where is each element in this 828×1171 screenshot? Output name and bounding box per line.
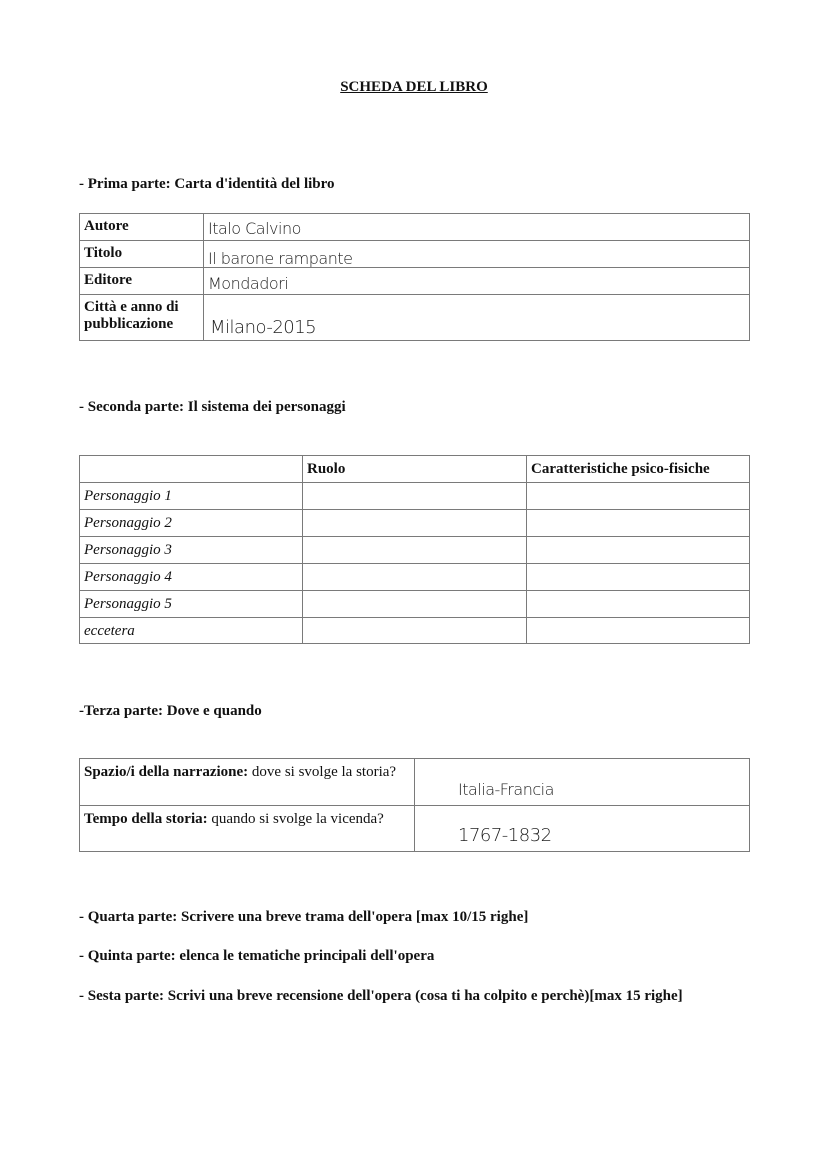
part3-heading: -Terza parte: Dove e quando	[79, 703, 262, 719]
characters-table	[79, 455, 750, 644]
character-name: Personaggio 3	[80, 537, 303, 564]
publisher-value[interactable]: Mondadori	[204, 268, 750, 295]
character-traits-cell[interactable]	[527, 510, 750, 537]
document-title: SCHEDA DEL LIBRO	[340, 79, 488, 95]
when-label-text: quando si svolge la vicenda?	[207, 811, 384, 827]
characters-header-row	[80, 456, 750, 483]
character-name: Personaggio 1	[80, 483, 303, 510]
table-row	[80, 483, 750, 510]
when-label-bold: Tempo della storia:	[84, 811, 208, 827]
when-row	[80, 806, 750, 852]
identity-row-city-year	[80, 295, 750, 341]
part4-heading: - Quarta parte: Scrivere una breve trama dell'opera [max 10/15 righe]	[79, 909, 529, 925]
character-role-cell[interactable]	[303, 537, 527, 564]
publisher-label: Editore	[80, 268, 204, 295]
identity-row-publisher	[80, 268, 750, 295]
table-row	[80, 591, 750, 618]
character-name: Personaggio 2	[80, 510, 303, 537]
part1-heading: - Prima parte: Carta d'identità del libro	[79, 176, 335, 192]
part2-heading: - Seconda parte: Il sistema dei personaggi	[79, 399, 346, 415]
character-role-cell[interactable]	[303, 618, 527, 644]
where-row	[80, 759, 750, 806]
author-label: Autore	[80, 214, 204, 241]
when-value[interactable]: 1767-1832	[415, 806, 750, 852]
table-row	[80, 618, 750, 644]
column-header-ruolo: Ruolo	[303, 456, 527, 483]
title-label: Titolo	[80, 241, 204, 268]
character-traits-cell[interactable]	[527, 483, 750, 510]
when-label	[80, 806, 415, 852]
part5-heading: - Quinta parte: elenca le tematiche principali dell'opera	[79, 948, 435, 964]
character-traits-cell[interactable]	[527, 591, 750, 618]
identity-row-title	[80, 241, 750, 268]
where-label-text: dove si svolge la storia?	[248, 764, 397, 780]
identity-row-author	[80, 214, 750, 241]
character-name: eccetera	[80, 618, 303, 644]
column-header-caratteristiche: Caratteristiche psico-fisiche	[527, 456, 750, 483]
character-name: Personaggio 4	[80, 564, 303, 591]
character-role-cell[interactable]	[303, 591, 527, 618]
where-label	[80, 759, 415, 806]
city-year-label: Città e anno di pubblicazione	[80, 295, 204, 341]
where-when-table	[79, 758, 750, 852]
character-role-cell[interactable]	[303, 510, 527, 537]
characters-header-empty	[80, 456, 303, 483]
table-row	[80, 564, 750, 591]
where-value[interactable]: Italia-Francia	[415, 759, 750, 806]
character-name: Personaggio 5	[80, 591, 303, 618]
character-role-cell[interactable]	[303, 483, 527, 510]
where-label-bold: Spazio/i della narrazione:	[84, 764, 249, 780]
book-identity-table	[79, 213, 750, 341]
character-traits-cell[interactable]	[527, 564, 750, 591]
city-year-value[interactable]: Milano-2015	[204, 295, 750, 341]
part6-heading: - Sesta parte: Scrivi una breve recensione dell'opera (cosa ti ha colpito e perchè)[max 15 righe]	[79, 988, 683, 1004]
table-row	[80, 537, 750, 564]
author-value[interactable]: Italo Calvino	[204, 214, 750, 241]
character-traits-cell[interactable]	[527, 618, 750, 644]
character-traits-cell[interactable]	[527, 537, 750, 564]
character-role-cell[interactable]	[303, 564, 527, 591]
table-row	[80, 510, 750, 537]
title-value[interactable]: Il barone rampante	[204, 241, 750, 268]
